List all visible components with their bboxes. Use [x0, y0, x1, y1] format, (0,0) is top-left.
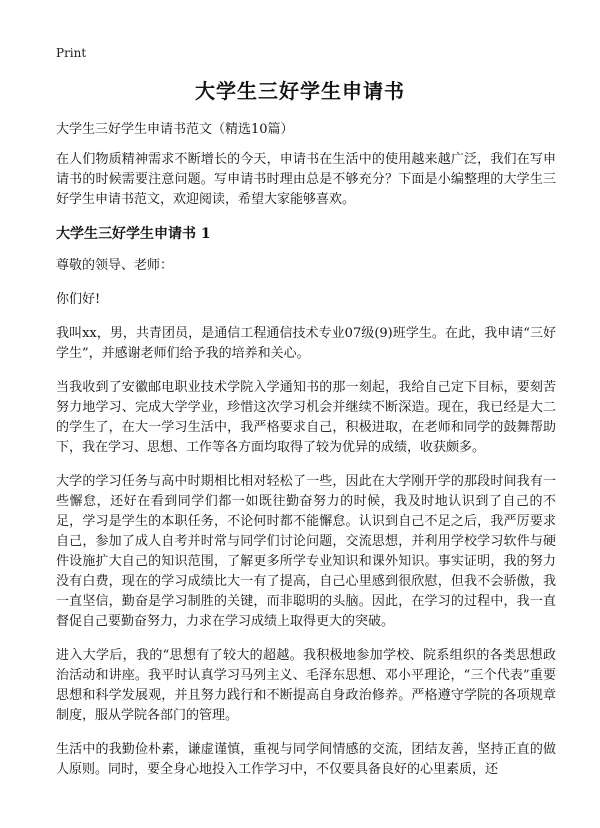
print-link[interactable]: Print — [56, 46, 87, 60]
intro-paragraph: 在人们物质精神需求不断增长的今天，申请书在生活中的使用越来越广泛，我们在写申请书的时候需要注意问题。写申请书时理由总是不够充分？下面是小编整理的大学生三好学生申请书范文，欢迎阅读，希望大家能够喜欢。 — [56, 152, 556, 207]
body-paragraph: 我叫xx，男，共青团员，是通信工程通信技术专业07级(9)班学生。在此，我申请“三好学生”，并感谢老师们给予我的培养和关心。 — [56, 326, 556, 361]
page-title: 大学生三好学生申请书 — [195, 79, 405, 103]
document-subtitle: 大学生三好学生申请书范文（精选10篇） — [56, 122, 294, 137]
document-body — [56, 120, 556, 794]
body-paragraph: 当我收到了安徽邮电职业技术学院入学通知书的那一刻起，我给自己定下目标，要刻苦努力地学习、完成大学学业，珍惜这次学习机会并继续不断深造。现在，我已经是大二的学生了，在大一学习生活中，我严格要求自己，积极进取，在老师和同学的鼓舞帮助下，我在学习、思想、工作等各方面均取得了较为优异的成绩，收获颇多。 — [56, 380, 556, 455]
body-paragraph: 进入大学后，我的“思想有了较大的超越。我积极地参加学校、院系组织的各类思想政治活动和讲座。我平时认真学习马列主义、毛泽东思想、邓小平理论，“三个代表”重要思想和科学发展观，并且努力践行和不断提高自身政治修养。严格遵守学院的各项规章制度，服从学院各部门的管理。 — [56, 648, 556, 723]
section-heading: 大学生三好学生申请书 1 — [56, 226, 211, 242]
salutation: 尊敬的领导、老师： — [56, 258, 174, 273]
body-paragraph: 生活中的我勤俭朴素，谦虚谨慎，重视与同学间情感的交流，团结友善，坚持正直的做人原则。同时，要全身心地投入工作学习中，不仅要具备良好的心里素质，还 — [56, 742, 556, 777]
body-paragraph: 大学的学习任务与高中时期相比相对轻松了一些，因此在大学刚开学的那段时间我有一些懈怠，还好在看到同学们都一如既往勤奋努力的时候，我及时地认识到了自己的不足，学习是学生的本职任务，不论何时都不能懈怠。认识到自己不足之后，我严厉要求自己，参加了成人自考并时常与同学们讨论问题，交流思想，并利用学校学习软件与硬件设施扩大自己的知识范围，了解更多所学专业知识和课外知识。事实证明，我的努力没有白费，现在的学习成绩比大一有了提高，自己心里感到很欣慰，但我不会骄傲，我一直坚信，勤奋是学习制胜的关键，而非聪明的头脑。因此，在学习的过程中，我一直督促自己要勤奋努力，力求在学习成绩上取得更大的突破。 — [56, 474, 556, 629]
greeting: 你们好! — [56, 292, 101, 307]
